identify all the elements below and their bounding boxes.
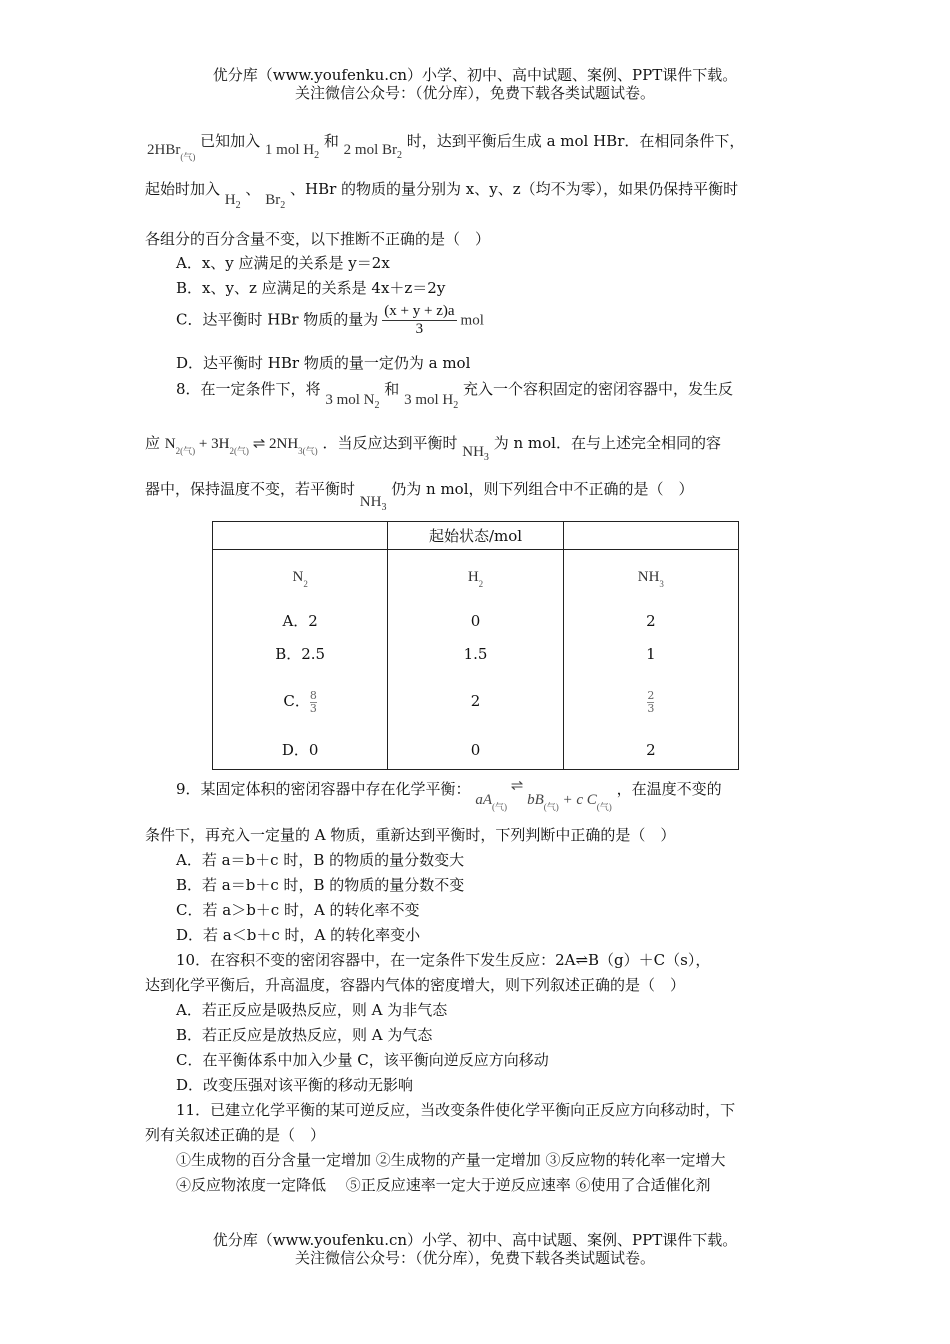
- q7-option-d: D．达平衡时 HBr 物质的量一定仍为 a mol: [176, 354, 471, 372]
- q7-br2-amount: 2 mol $Br_2$: [343, 142, 403, 161]
- table-header-empty-2: [563, 522, 738, 550]
- q7-line-2: 起始时加入 $H_2$ 、 $Br_2$ 、HBr 的物质的量分别为 x、y、z（均不为零），如果仍保持平衡时: [145, 180, 739, 211]
- q7-h2-amount: 1 mol $H_2$: [264, 142, 320, 161]
- table-row-a-h2: 0: [470, 612, 481, 630]
- table-row-d-nh3: 2: [646, 741, 656, 759]
- q9-option-b: B．若 a＝b＋c 时，B 的物质的量分数不变: [176, 876, 465, 894]
- q7-formula-2hbr: 2HBr$_{(气)}$: [147, 142, 196, 162]
- q8-h2-amount: 3 mol $H_2$: [404, 392, 459, 411]
- q8-reaction-equation: $N_{2(气)} + 3H_{2(气)}$ ⇌ $2NH_{3(气)}$: [164, 436, 318, 456]
- q10-option-a: A．若正反应是吸热反应，则 A 为非气态: [176, 1001, 448, 1019]
- table-row-a-nh3: 2: [646, 612, 656, 630]
- q7-line-1: 2HBr$_{(气)}$ 已知加入 1 mol $H_2$ 和 2 mol $Br_2$ 时，达到平衡后生成 a mol HBr．在相同条件下，: [147, 132, 745, 162]
- q7-br2-species: $Br_2$: [265, 192, 286, 211]
- q9-line-1: 9．某固定体积的密闭容器中存在化学平衡： $aA_{(气)}$ ⇌ $bB_{(气)} + c$ $C_{(气)}$ ，在温度不变的: [176, 778, 722, 812]
- table-row-d-n2: D．0: [281, 741, 319, 759]
- q10-line-1: 10．在容积不变的密闭容器中，在一定条件下发生反应：2A⇌B（g）＋C（s），: [176, 951, 711, 969]
- table-row-c-nh3: $\frac{2}{3}$: [647, 688, 655, 715]
- page-header: [0, 66, 950, 102]
- q11-line-3: ①生成物的百分含量一定增加 ②生成物的产量一定增加 ③反应物的转化率一定增大: [176, 1151, 726, 1169]
- table-col-h2: $H_2$ 0 1.5 2 0: [388, 550, 563, 770]
- q8-initial-state-table: [212, 521, 739, 770]
- q10-option-b: B．若正反应是放热反应，则 A 为气态: [176, 1026, 433, 1044]
- q7-option-c: C．达平衡时 HBr 物质的量为 $\frac{(x + y + z)a}{3}$ mol: [176, 303, 484, 337]
- table-header-empty: [213, 522, 388, 550]
- q9-option-c: C．若 a＞b＋c 时，A 的转化率不变: [176, 901, 420, 919]
- table-col-n2: $N_2$ A．2 B．2.5 C． $\frac{8}{3}$ D．0: [213, 550, 388, 770]
- q10-option-d: D．改变压强对该平衡的移动无影响: [176, 1076, 414, 1094]
- q11-line-4: ④反应物浓度一定降低 ⑤正反应速率一定大于逆反应速率 ⑥使用了合适催化剂: [176, 1176, 711, 1194]
- q10-option-c: C．在平衡体系中加入少量 C，该平衡向逆反应方向移动: [176, 1051, 549, 1069]
- table-row-c-n2: C． $\frac{8}{3}$: [283, 688, 317, 715]
- header-line-1: 优分库（www.youfenku.cn）小学、初中、高中试题、案例、PPT课件下载。: [212, 66, 738, 84]
- q11-line-1: 11．已建立化学平衡的某可逆反应，当改变条件使化学平衡向正反应方向移动时，下: [176, 1101, 736, 1119]
- q8-nh3-species-2: $NH_3$: [359, 494, 387, 513]
- q9-option-d: D．若 a＜b＋c 时，A 的转化率变小: [176, 926, 421, 944]
- table-row-a-n2: A．2: [282, 612, 318, 630]
- q8-n2-amount: 3 mol $N_2$: [325, 392, 380, 411]
- page-footer: [0, 1231, 950, 1267]
- table-row-b-nh3: 1: [646, 645, 656, 663]
- q8-line-2: 应 $N_{2(气)} + 3H_{2(气)}$ ⇌ $2NH_{3(气)}$ ．当反应达到平衡时 $NH_3$ 为 n mol．在与上述完全相同的容: [145, 434, 721, 463]
- col-nh3-label: NH: [637, 569, 660, 585]
- table-row-d-h2: 0: [470, 741, 481, 759]
- table-row-b-h2: 1.5: [463, 645, 488, 663]
- q8-nh3-species: $NH_3$: [462, 444, 489, 463]
- q8-line-3: 器中，保持温度不变，若平衡时 $NH_3$ 仍为 n mol，则下列组合中不正确的是（ ）: [145, 480, 694, 513]
- col-h2-label: H: [467, 569, 479, 585]
- q8-line-1: 8．在一定条件下，将 3 mol $N_2$ 和 3 mol $H_2$ 充入一个容积固定的密闭容器中，发生反: [176, 380, 734, 411]
- q11-line-2: 列有关叙述正确的是（ ）: [145, 1126, 326, 1144]
- q7-line-3: 各组分的百分含量不变，以下推断不正确的是（ ）: [145, 230, 491, 248]
- q7-option-c-fraction: $\frac{(x + y + z)a}{3}$: [384, 303, 455, 337]
- q10-line-2: 达到化学平衡后，升高温度，容器内气体的密度增大，则下列叙述正确的是（ ）: [145, 976, 686, 994]
- table-header-label: 起始状态/mol: [388, 522, 563, 550]
- footer-line-1: 优分库（www.youfenku.cn）小学、初中、高中试题、案例、PPT课件下载。: [212, 1231, 738, 1249]
- q7-h2-species: $H_2$: [224, 192, 241, 211]
- table-col-nh3: $NH_3$ 2 1 $\frac{2}{3}$ 2: [563, 550, 738, 770]
- q7-option-b: B．x、y、z 应满足的关系是 4x＋z＝2y: [176, 279, 446, 297]
- q9-option-a: A．若 a＝b＋c 时，B 的物质的量分数变大: [176, 851, 465, 869]
- col-n2-label: N: [292, 569, 304, 585]
- q9-equilibrium-equation: $aA_{(气)}$ ⇌ $bB_{(气)} + c$ $C_{(气)}$: [475, 778, 612, 812]
- table-row-c-h2: 2: [470, 692, 481, 710]
- footer-line-2: 关注微信公众号：（优分库），免费下载各类试题试卷。: [294, 1249, 655, 1267]
- table-row-b-n2: B．2.5: [275, 645, 326, 663]
- q9-line-2: 条件下，再充入一定量的 A 物质，重新达到平衡时，下列判断中正确的是（ ）: [145, 826, 676, 844]
- q7-option-a: A．x、y 应满足的关系是 y＝2x: [176, 254, 390, 272]
- header-line-2: 关注微信公众号：（优分库），免费下载各类试题试卷。: [294, 84, 655, 102]
